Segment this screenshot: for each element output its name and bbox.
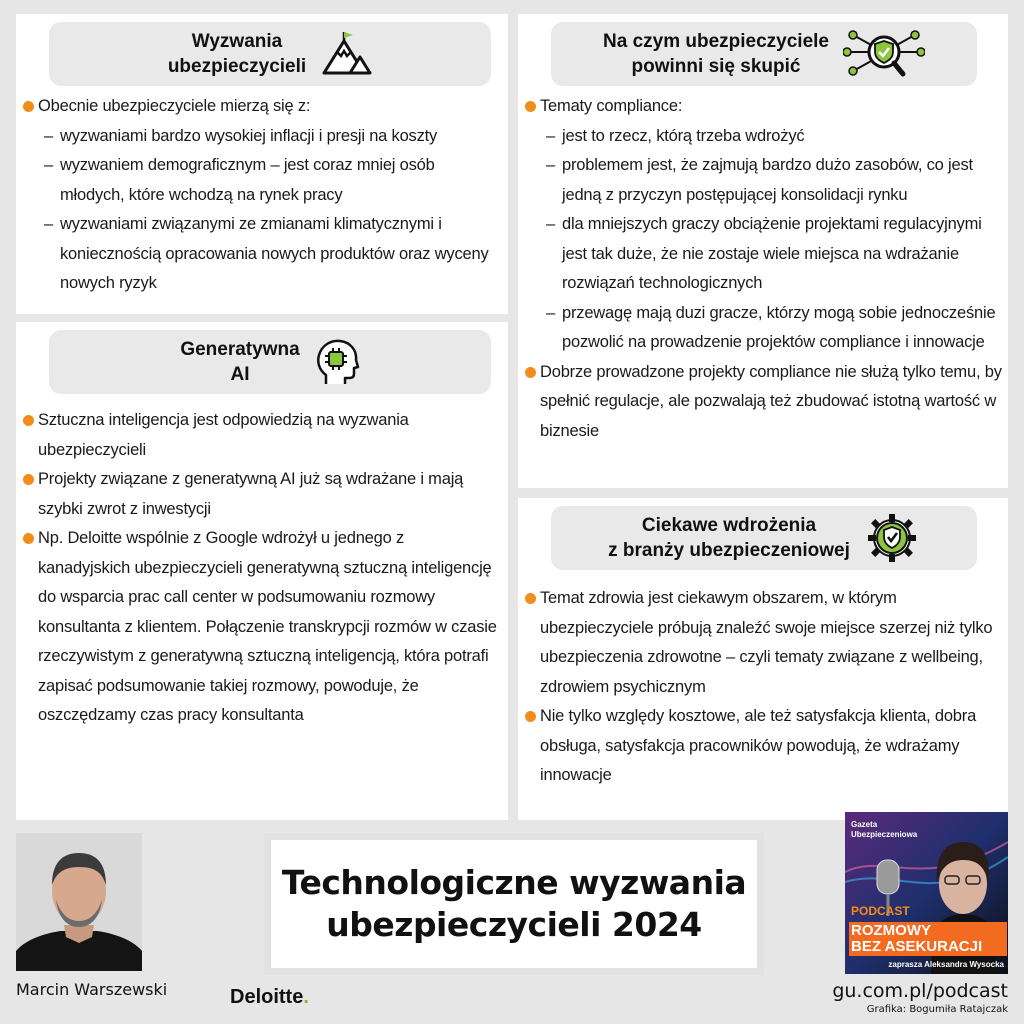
speaker-photo	[16, 833, 142, 971]
genai-bullet: Projekty związane z generatywną AI już są wdrażane i mają szybki zwrot z inwestycji	[22, 465, 500, 524]
focus-dash-item: – dla mniejszych graczy obciążenie projektami regulacyjnymi jest tak duże, że nie zostaje wiele miejsca na wdrażanie rozwiązań technologicznych	[524, 210, 1002, 299]
implementations-bullet: Nie tylko względy kosztowe, ale też satysfakcja klienta, dobra obsługa, satysfakcja pracowników powodują, że wdrażamy innowacje	[524, 702, 1002, 791]
podcast-host: zaprasza Aleksandra Wysocka	[888, 960, 1004, 969]
panel-challenges	[16, 14, 508, 314]
challenges-title-line2: ubezpieczycieli	[167, 56, 307, 77]
focus-title-line2: powinni się skupić	[631, 56, 801, 77]
focus-title-line1: Na czym ubezpieczyciele	[603, 31, 829, 52]
deloitte-logo	[230, 986, 309, 1009]
podcast-url: gu.com.pl/podcast	[832, 980, 1008, 1002]
challenges-dash-item: – wyzwaniami związanymi ze zmianami klimatycznymi i koniecznością opracowania nowych produktów oraz wyceny nowych ryzyk	[22, 210, 500, 299]
genai-bullet: Sztuczna inteligencja jest odpowiedzią na wyzwania ubezpieczycieli	[22, 406, 500, 465]
implementations-bullet: Temat zdrowia jest ciekawym obszarem, w którym ubezpieczyciele próbują znaleźć swoje miejsce szerzej niż tylko ubezpieczenia zdrowotne – czyli tematy związane z wellbeing, zdrowiem psychicznym	[524, 584, 1002, 702]
focus-bullet: Tematy compliance:	[524, 92, 1002, 122]
challenges-content	[22, 92, 500, 299]
genai-bullet: Np. Deloitte wspólnie z Google wdrożył u jednego z kanadyjskich ubezpieczycieli generatywną sztuczną inteligencję do wsparcia prac call center w podsumowaniu rozmowy konsultanta z klientem. Połączenie transkrypcji rozmów w czasie rzeczywistym z generatywną sztuczną inteligencją, która potrafi zapisać podsumowanie takiej rozmowy, powoduje, że oszczędzamy czas pracy konsultanta	[22, 524, 500, 731]
shield-magnifier-network-icon	[843, 28, 925, 80]
genai-title-line1: Generatywna	[180, 339, 300, 360]
challenges-dash-item: – wyzwaniem demograficznym – jest coraz mniej osób młodych, które wchodzą na rynek pracy	[22, 151, 500, 210]
graphic-credit: Grafika: Bogumiła Ratajczak	[866, 1004, 1008, 1015]
podcast-label: PODCAST	[851, 904, 910, 918]
focus-dash-item: – jest to rzecz, którą trzeba wdrożyć	[524, 122, 1002, 152]
podcast-brand	[851, 820, 917, 840]
podcast-cover	[845, 812, 1008, 974]
podcast-brand-line2: Ubezpieczeniowa	[851, 830, 918, 839]
ai-head-chip-icon	[314, 337, 360, 387]
podcast-show-line2: BEZ ASEKURACJI	[851, 938, 983, 955]
focus-content	[524, 92, 1002, 446]
focus-header	[551, 22, 977, 86]
podcast-show-line1: ROZMOWY	[851, 922, 931, 939]
panel-implementations	[518, 498, 1008, 820]
challenges-bullet: Obecnie ubezpieczyciele mierzą się z:	[22, 92, 500, 122]
main-title-line1: Technologiczne wyzwania	[281, 863, 747, 902]
panel-genai	[16, 322, 508, 820]
implementations-title-line1: Ciekawe wdrożenia	[641, 515, 817, 536]
panel-focus	[518, 14, 1008, 488]
implementations-title-line2: z branży ubezpieczeniowej	[608, 540, 850, 561]
main-title-box	[264, 833, 764, 975]
focus-dash-item: – problemem jest, że zajmują bardzo dużo zasobów, co jest jedną z przyczyn postępującej konsolidacji rynku	[524, 151, 1002, 210]
focus-dash-item: – przewagę mają duzi gracze, którzy mogą sobie jednocześnie pozwolić na prowadzenie projektów compliance i innowacje	[524, 299, 1002, 358]
challenges-dash-item: – wyzwaniami bardzo wysokiej inflacji i presji na koszty	[22, 122, 500, 152]
implementations-header	[551, 506, 977, 570]
podcast-show-title	[849, 922, 1007, 956]
genai-title-line2: AI	[230, 364, 250, 385]
focus-bullet: Dobrze prowadzone projekty compliance nie służą tylko temu, by spełnić regulacje, ale pozwalają też zbudować istotną wartość w biznesie	[524, 358, 1002, 447]
genai-content	[22, 406, 500, 731]
gear-shield-check-icon	[864, 512, 920, 564]
speaker-name: Marcin Warszewski	[16, 980, 168, 999]
mountain-flag-icon	[320, 31, 372, 77]
implementations-content	[524, 584, 1002, 791]
challenges-header	[49, 22, 491, 86]
podcast-brand-line1: Gazeta	[851, 820, 878, 829]
genai-header	[49, 330, 491, 394]
main-title-line2: ubezpieczycieli 2024	[326, 905, 702, 944]
deloitte-logo-dot: .	[303, 986, 309, 1008]
deloitte-logo-text: Deloitte	[230, 986, 304, 1008]
challenges-title-line1: Wyzwania	[191, 31, 283, 52]
